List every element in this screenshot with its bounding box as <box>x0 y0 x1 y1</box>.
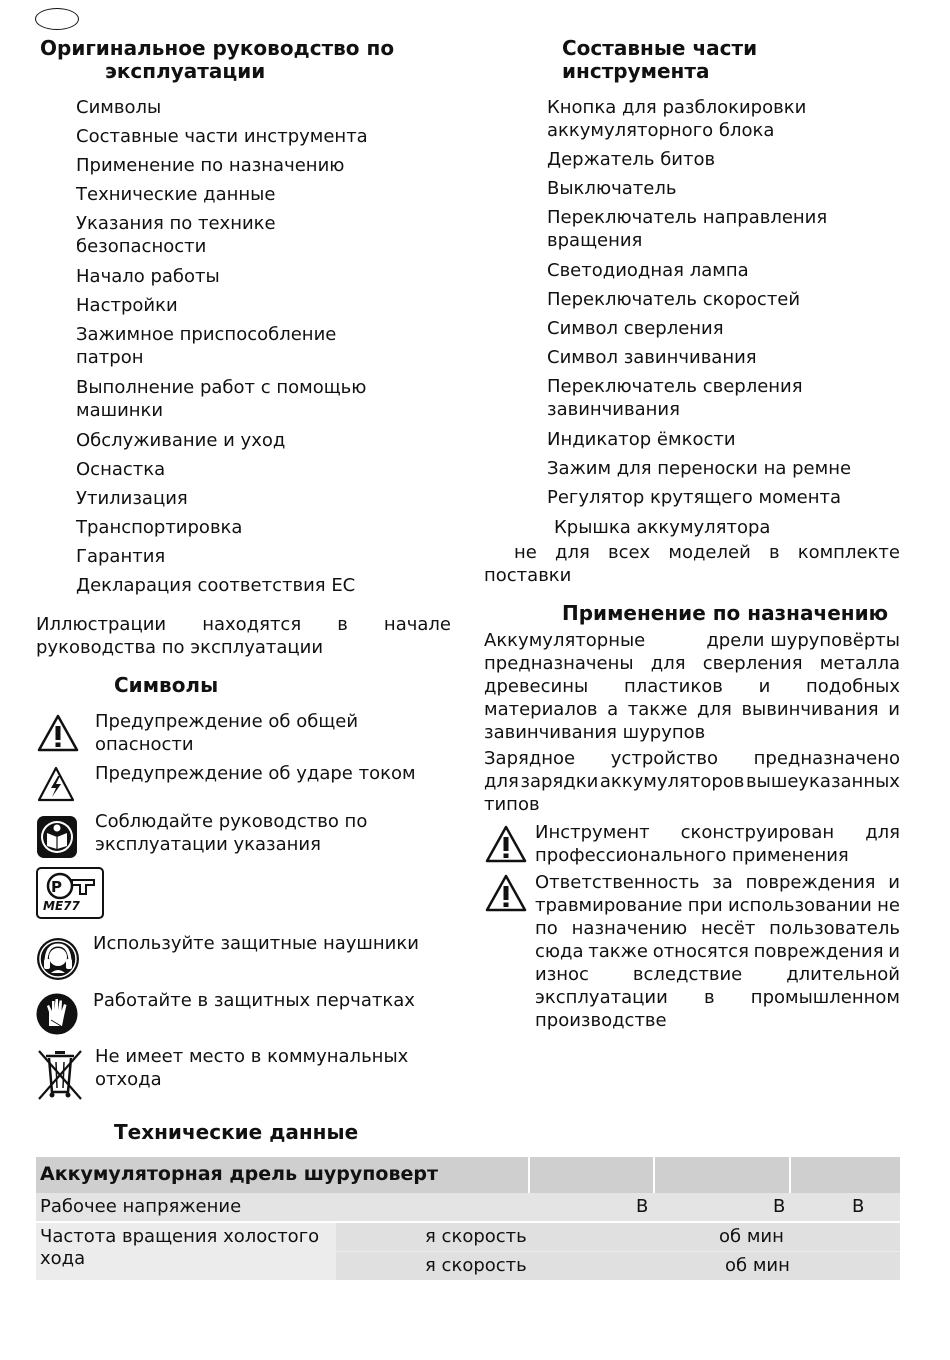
warning-triangle-icon <box>484 873 528 913</box>
para1-line <box>484 652 900 675</box>
tech-row-label: хода <box>40 1248 86 1269</box>
para2-line <box>484 770 900 793</box>
para1-line <box>484 698 900 721</box>
note-word: не <box>514 542 537 563</box>
warning2-line <box>535 963 900 986</box>
para2-line <box>484 793 900 816</box>
part-item <box>554 516 770 539</box>
ear-protection-icon <box>36 937 80 981</box>
symbol-text: Предупреждение об ударе током <box>95 763 416 784</box>
part-item <box>547 206 827 252</box>
gloves-icon <box>36 992 78 1036</box>
pct-mark-code: МЕ77 <box>43 899 80 913</box>
tech-row-voltage <box>36 1193 900 1221</box>
contents-item-line: машинки <box>76 400 164 421</box>
column-divider <box>789 1157 791 1193</box>
contents-item-line: Технические данные <box>76 184 276 205</box>
contents-item-line: Выполнение работ с помощью <box>76 377 367 398</box>
part-item-line: вращения <box>547 230 643 251</box>
column-divider <box>528 1157 530 1193</box>
tech-row-label: Рабочее напряжение <box>40 1196 242 1217</box>
part-item <box>547 288 800 311</box>
word: несёт <box>701 918 756 939</box>
contents-item-line: Применение по назначению <box>76 155 345 176</box>
word: вследствие <box>632 964 743 985</box>
tech-row-label: Частота вращения холостого <box>40 1226 320 1247</box>
word: предназначены <box>484 653 634 674</box>
para2-line <box>484 747 900 770</box>
contents-item <box>76 516 242 539</box>
part-item <box>547 317 724 340</box>
note-word: находятся <box>202 614 302 635</box>
word: пользователь <box>769 918 900 939</box>
contents-item-line: Зажимное приспособление <box>76 324 337 345</box>
word: вышеуказанных <box>746 771 900 792</box>
word: аккумуляторов <box>599 771 745 792</box>
tech-subrow <box>336 1252 900 1280</box>
contents-item <box>76 212 276 258</box>
part-item-line: Символ завинчивания <box>547 347 757 368</box>
word: Ответственность <box>535 872 700 893</box>
word: металла <box>819 653 900 674</box>
word: износ <box>535 964 589 985</box>
part-item-line: Регулятор крутящего момента <box>547 487 842 508</box>
crossed-bin-icon <box>36 1048 84 1102</box>
contents-item-line: Декларация соответствия ЕС <box>76 575 356 596</box>
contents-item <box>76 294 178 317</box>
warning2-line <box>535 1009 900 1032</box>
word: завинчивания шурупов <box>484 722 706 743</box>
part-item <box>547 96 806 142</box>
tech-unit: В <box>852 1196 865 1217</box>
word: профессионального применения <box>535 845 849 866</box>
warning-liability-text <box>535 871 900 1032</box>
word: а <box>607 699 619 720</box>
column-divider <box>653 1157 655 1193</box>
word: дрели шуруповёрты <box>706 630 900 651</box>
warning2-line <box>535 917 900 940</box>
word: сконструирован <box>680 822 835 843</box>
contents-item <box>76 183 275 206</box>
part-item <box>547 375 803 421</box>
document-title-line2: эксплуатации <box>105 59 266 83</box>
part-item-line: аккумуляторного блока <box>547 120 775 141</box>
intended-use-para2 <box>484 747 900 816</box>
tech-unit: об мин <box>725 1255 790 1276</box>
warning-professional-text <box>535 821 900 867</box>
word: для <box>697 699 732 720</box>
symbol-text: эксплуатации указания <box>95 834 321 855</box>
warning1-line <box>535 821 900 844</box>
contents-item <box>76 574 355 597</box>
word: длительной <box>786 964 900 985</box>
contents-item-line: Настройки <box>76 295 178 316</box>
parts-note-line2: поставки <box>484 565 572 586</box>
word: за <box>712 872 733 893</box>
document-title-line1: Оригинальное руководство по <box>40 36 395 60</box>
tech-sub-label: я скорость <box>425 1226 527 1247</box>
symbols-heading: Символы <box>114 673 219 697</box>
para1-line <box>484 675 900 698</box>
warning2-line <box>535 940 900 963</box>
part-item-line: Светодиодная лампа <box>547 260 749 281</box>
warning-triangle-icon <box>36 713 80 753</box>
warning2-line <box>535 871 900 894</box>
part-item-line: Держатель битов <box>547 149 716 170</box>
word: и <box>888 872 900 893</box>
word: также <box>588 941 648 962</box>
tech-subrow <box>336 1223 900 1251</box>
note-word: всех <box>607 542 651 563</box>
word: назначению <box>571 918 688 939</box>
para1-line <box>484 629 900 652</box>
tech-unit: об мин <box>719 1226 784 1247</box>
word: сверления <box>702 653 803 674</box>
symbol-text: Работайте в защитных перчатках <box>93 990 415 1011</box>
part-item <box>547 486 841 509</box>
contents-item <box>76 429 285 452</box>
part-item-line: Индикатор ёмкости <box>547 429 736 450</box>
word: использовании <box>727 895 872 916</box>
para1-line <box>484 721 900 744</box>
part-item <box>547 177 676 200</box>
word: не <box>877 895 900 916</box>
word: Аккумуляторные <box>484 630 646 651</box>
word: промышленном <box>750 987 900 1008</box>
word: по <box>535 918 558 939</box>
symbol-text: Используйте защитные наушники <box>93 933 419 954</box>
word: повреждения <box>745 872 876 893</box>
word: в <box>703 987 715 1008</box>
contents-item-line: Гарантия <box>76 546 166 567</box>
parts-list <box>547 96 907 536</box>
word: и <box>888 941 900 962</box>
word: вывинчивания <box>741 699 879 720</box>
contents-item-line: Оснастка <box>76 459 166 480</box>
contents-item <box>76 458 165 481</box>
word: и <box>758 676 771 697</box>
part-item-line: Кнопка для разблокировки <box>547 97 807 118</box>
word: зарядки <box>520 771 599 792</box>
part-item <box>547 428 736 451</box>
warning2-line <box>535 986 900 1009</box>
word: относятся <box>652 941 749 962</box>
contents-item-line: Начало работы <box>76 266 220 287</box>
word: подобных <box>806 676 900 697</box>
word: при <box>687 895 723 916</box>
contents-item <box>76 154 344 177</box>
word: предназначено <box>753 748 900 769</box>
word: и <box>888 699 900 720</box>
word: пластиков <box>623 676 723 697</box>
contents-item-line: Транспортировка <box>76 517 243 538</box>
word: травмирование <box>535 895 683 916</box>
part-item-line: Переключатель сверления <box>547 376 803 397</box>
part-item-line: Переключатель направления <box>547 207 828 228</box>
note-word: в <box>337 614 348 635</box>
word: также <box>627 699 688 720</box>
word: для <box>484 771 519 792</box>
illustrations-note-line1 <box>36 613 451 636</box>
note-word: комплекте <box>797 542 900 563</box>
part-item <box>547 148 715 171</box>
contents-item-line: патрон <box>76 347 144 368</box>
tech-sub-label: я скорость <box>425 1255 527 1276</box>
contents-item <box>76 265 220 288</box>
contents-item <box>76 545 165 568</box>
tech-row-speed <box>36 1223 900 1280</box>
part-item-line: Выключатель <box>547 178 677 199</box>
symbol-text: отхода <box>95 1069 162 1090</box>
contents-item-line: Утилизация <box>76 488 188 509</box>
contents-item <box>76 96 161 119</box>
parts-heading-line2: инструмента <box>562 59 710 83</box>
word: производстве <box>535 1010 667 1031</box>
word: материалов <box>484 699 598 720</box>
note-word: Иллюстрации <box>36 614 167 635</box>
part-item-line: Зажим для переноски на ремне <box>547 458 852 479</box>
symbol-text: опасности <box>95 734 194 755</box>
word: эксплуатации <box>535 987 668 1008</box>
word: для <box>650 653 686 674</box>
note-word: в <box>768 542 780 563</box>
tech-table-header <box>36 1157 900 1193</box>
tech-unit: В <box>773 1196 786 1217</box>
tech-data-heading: Технические данные <box>114 1120 359 1144</box>
language-badge-outline <box>35 8 79 30</box>
warning-triangle-icon <box>484 824 528 864</box>
part-item-line: Символ сверления <box>547 318 724 339</box>
word: устройство <box>610 748 718 769</box>
contents-item <box>76 376 366 422</box>
part-item <box>547 346 757 369</box>
word: древесины <box>484 676 589 697</box>
contents-list <box>76 96 456 606</box>
pct-certification-mark <box>36 867 104 919</box>
contents-item <box>76 487 188 510</box>
part-item-line: Крышка аккумулятора <box>554 517 771 538</box>
word: для <box>865 822 900 843</box>
illustrations-note-line2: руководства по эксплуатации <box>36 637 324 658</box>
warning2-line <box>535 894 900 917</box>
part-item <box>547 457 851 480</box>
word: сюда <box>535 941 584 962</box>
contents-item <box>76 125 368 148</box>
word: Инструмент <box>535 822 650 843</box>
svg-text:Р: Р <box>51 878 62 896</box>
note-word: начале <box>383 614 451 635</box>
symbol-text: Соблюдайте руководство по <box>95 811 368 832</box>
part-item-line: Переключатель скоростей <box>547 289 801 310</box>
tech-unit: В <box>636 1196 649 1217</box>
part-item <box>547 259 749 282</box>
parts-note-line1 <box>514 541 900 564</box>
part-item-line: завинчивания <box>547 399 680 420</box>
word: повреждения <box>753 941 884 962</box>
warning1-line <box>535 844 900 867</box>
word: типов <box>484 794 540 815</box>
symbol-text: Не имеет место в коммунальных <box>95 1046 409 1067</box>
symbol-text: Предупреждение об общей <box>95 711 359 732</box>
electric-shock-icon <box>36 765 76 803</box>
contents-item-line: безопасности <box>76 236 207 257</box>
intended-use-para1 <box>484 629 900 744</box>
note-word: моделей <box>668 542 751 563</box>
read-manual-icon <box>36 815 78 859</box>
contents-item-line: Указания по технике <box>76 213 276 234</box>
tech-table-title: Аккумуляторная дрель шуруповерт <box>40 1163 438 1185</box>
intended-use-heading: Применение по назначению <box>562 601 889 625</box>
contents-item <box>76 323 336 369</box>
contents-item-line: Обслуживание и уход <box>76 430 286 451</box>
note-word: для <box>555 542 590 563</box>
contents-item-line: Символы <box>76 97 162 118</box>
contents-item-line: Составные части инструмента <box>76 126 368 147</box>
parts-heading-line1: Составные части <box>562 36 758 60</box>
word: Зарядное <box>484 748 576 769</box>
